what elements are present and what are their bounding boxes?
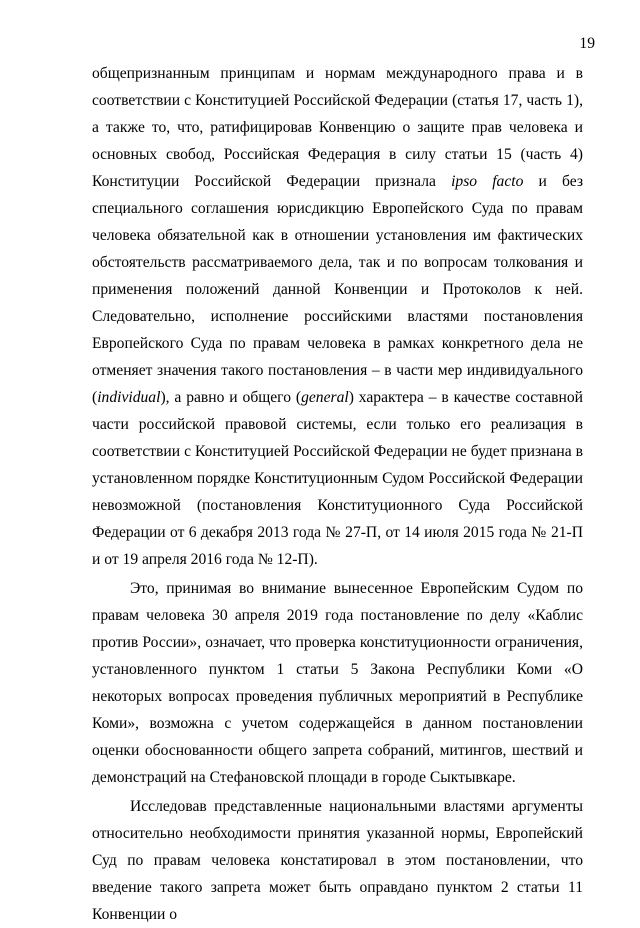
document-body [92,60,583,928]
text-run: ), а равно и общего ( [160,389,302,406]
text-run: Исследовав представленные национальными властями аргументы относительно необходимости принятия указанной нормы, Европейский Суд по правам человека констатировал в этом постановлении, что введение такого запрета может быть оправдано пунктом 2 статьи 11 Конвенции о [92,798,583,923]
text-run: общепризнанным принципам и нормам международного права и в соответствии с Конституцией Российской Федерации (статья 17, часть 1), а также то, что, ратифицировав Конвенцию о защите прав человека и основных свобод, Российская Федерация в силу статьи 15 (часть 4) Конституции Российской Федерации признала [92,65,583,190]
text-run: и без специального соглашения юрисдикцию Европейского Суда по правам человека обязательной как в отношении установления им фактических обстоятельств рассматриваемого дела, так и по вопросам толкования и применения положений данной Конвенции и Протоколов к ней. Следовательно, исполнение российскими властями постановления Европейского Суда по правам человека в рамках конкретного дела не отменяет значения такого постановления – в части мер индивидуального ( [92,173,583,406]
paragraph [92,575,583,791]
italic-term: individual [97,389,161,406]
text-run: ) характера – в качестве составной части российской правовой системы, если только его реализация в соответствии с Конституцией Российской Федерации не будет признана в установленном порядке Конституционным Судом Российской Федерации невозможной (постановления Конституционного Суда Российской Федерации от 6 декабря 2013 года № 27-П, от 14 июля 2015 года № 21-П и от 19 апреля 2016 года № 12-П). [92,389,583,568]
page-number: 19 [579,35,595,52]
paragraph [92,60,583,573]
italic-term: general [301,389,349,406]
paragraph [92,793,583,928]
italic-term: ipso facto [451,173,524,190]
text-run: Это, принимая во внимание вынесенное Европейским Судом по правам человека 30 апреля 2019 года постановление по делу «Каблис против России», означает, что проверка конституционности ограничения, установленного пунктом 1 статьи 5 Закона Республики Коми «О некоторых вопросах проведения публичных мероприятий в Республике Коми», возможна с учетом содержащейся в данном постановлении оценки обоснованности общего запрета собраний, митингов, шествий и демонстраций на Стефановской площади в городе Сыктывкаре. [92,580,583,786]
